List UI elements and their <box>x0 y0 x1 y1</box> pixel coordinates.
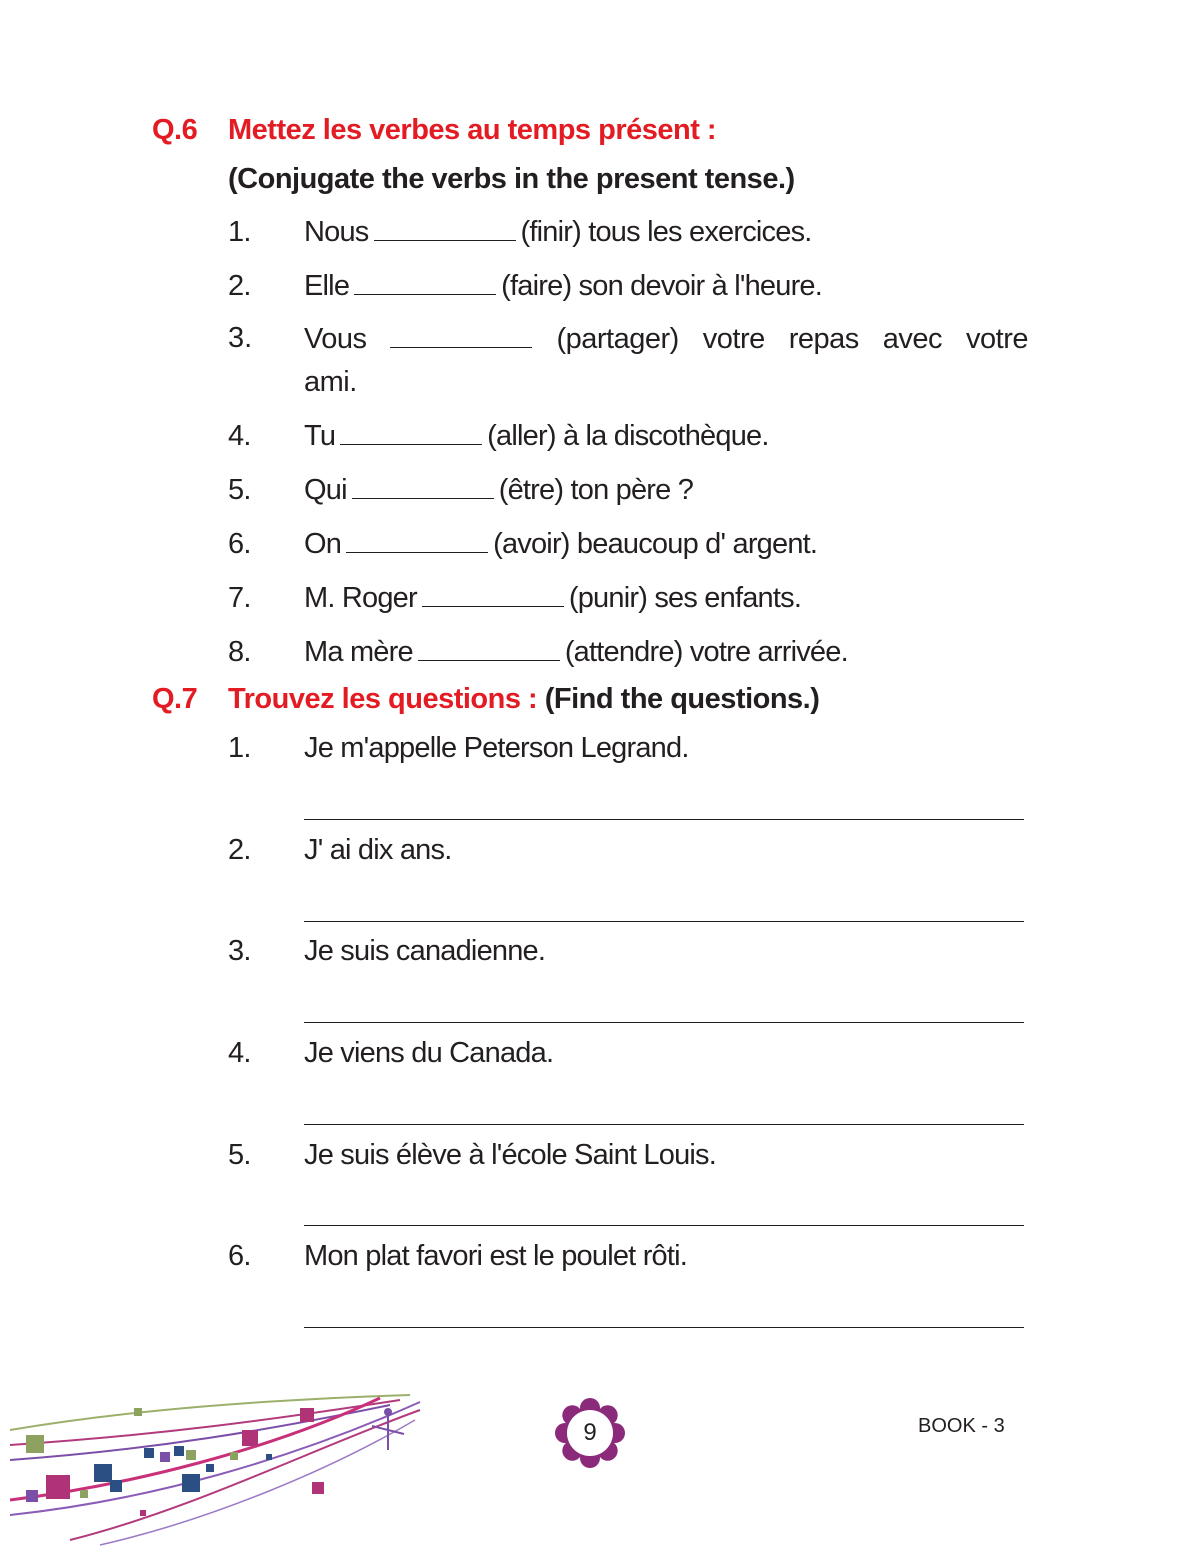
q6-item-rest: (aller) à la discothèque. <box>487 420 769 452</box>
q7-item-2 <box>228 832 451 868</box>
deco-square <box>26 1490 38 1502</box>
answer-blank[interactable] <box>352 476 494 499</box>
q7-item-text: Je m'appelle Peterson Legrand. <box>304 732 689 764</box>
page-number: 9 <box>583 1419 597 1446</box>
q7-item-text: Mon plat favori est le poulet rôti. <box>304 1240 688 1272</box>
q6-item-subject: M. Roger <box>304 582 417 614</box>
answer-blank[interactable] <box>418 638 560 661</box>
q6-number: Q.6 <box>152 114 198 146</box>
q6-item-3-continuation: ami. <box>304 366 357 398</box>
q6-item-subject: Tu <box>304 420 336 452</box>
q6-item-number: 3. <box>228 322 253 354</box>
q6-item-rest: (finir) tous les exercices. <box>520 216 812 248</box>
q6-item-subject: Nous <box>304 216 369 248</box>
q6-item-5 <box>228 472 693 508</box>
q6-item-number: 1. <box>228 216 251 248</box>
q6-item-6 <box>228 526 817 562</box>
answer-blank[interactable] <box>346 530 488 553</box>
q6-item-number: 4. <box>228 420 251 452</box>
answer-line[interactable] <box>304 921 1024 922</box>
q6-item-subject: Vous <box>304 323 367 355</box>
decorative-ribbon-graphic <box>10 1390 430 1550</box>
q7-heading <box>152 683 819 716</box>
deco-square <box>26 1435 44 1453</box>
q6-item-number: 5. <box>228 474 251 506</box>
q7-item-number: 6. <box>228 1240 251 1272</box>
q6-item-number: 7. <box>228 582 251 614</box>
q6-item-rest: (être) ton père ? <box>498 474 694 506</box>
q7-item-5 <box>228 1137 716 1173</box>
q6-item-7 <box>228 580 801 616</box>
q7-item-number: 4. <box>228 1037 251 1069</box>
deco-square <box>206 1464 214 1472</box>
deco-square <box>242 1430 258 1446</box>
q6-item-rest: (partager) votre repas avec votre <box>556 323 1028 355</box>
answer-blank[interactable] <box>374 218 516 241</box>
q7-item-1 <box>228 730 689 766</box>
answer-blank[interactable] <box>354 272 496 295</box>
deco-square <box>94 1464 112 1482</box>
q6-item-2 <box>228 268 822 304</box>
answer-blank[interactable] <box>340 422 482 445</box>
q7-item-4 <box>228 1035 553 1071</box>
deco-square <box>182 1474 200 1492</box>
deco-square <box>230 1452 238 1460</box>
deco-square <box>140 1510 146 1516</box>
q6-item-8 <box>228 634 848 670</box>
answer-line[interactable] <box>304 819 1024 820</box>
deco-square <box>186 1450 196 1460</box>
q6-item-rest: (avoir) beaucoup d' argent. <box>493 528 818 560</box>
q6-item-rest: (faire) son devoir à l'heure. <box>501 270 823 302</box>
answer-blank[interactable] <box>390 325 532 348</box>
answer-line[interactable] <box>304 1022 1024 1023</box>
q6-item-rest: (attendre) votre arrivée. <box>564 636 848 668</box>
q6-item-1 <box>228 214 812 250</box>
q6-item-subject: Ma mère <box>304 636 413 668</box>
page-number-badge <box>555 1398 625 1468</box>
q6-title-fr: Mettez les verbes au temps présent : <box>228 114 717 146</box>
q6-item-3 <box>304 318 1028 360</box>
q7-item-number: 1. <box>228 732 251 764</box>
q7-number: Q.7 <box>152 683 198 715</box>
deco-square <box>144 1448 154 1458</box>
answer-line[interactable] <box>304 1225 1024 1226</box>
q7-item-number: 3. <box>228 935 251 967</box>
q6-item-4 <box>228 418 769 454</box>
answer-blank[interactable] <box>422 584 564 607</box>
q7-item-text: J' ai dix ans. <box>304 834 452 866</box>
deco-square <box>300 1408 314 1422</box>
q7-item-number: 2. <box>228 834 251 866</box>
q6-item-subject: Qui <box>304 474 347 506</box>
q7-title-fr: Trouvez les questions : <box>228 683 538 715</box>
q6-item-number: 6. <box>228 528 251 560</box>
deco-square <box>110 1480 122 1492</box>
deco-square <box>46 1475 70 1499</box>
q7-item-text: Je viens du Canada. <box>304 1037 554 1069</box>
q7-title-en: (Find the questions.) <box>544 683 820 715</box>
q7-item-6 <box>228 1238 687 1274</box>
q6-item-subject: On <box>304 528 342 560</box>
q6-title-en: (Conjugate the verbs in the present tense.) <box>228 163 795 195</box>
answer-line[interactable] <box>304 1327 1024 1328</box>
q6-item-number: 2. <box>228 270 251 302</box>
deco-square <box>266 1454 272 1460</box>
deco-square <box>312 1482 324 1494</box>
deco-square <box>160 1452 170 1462</box>
q6-item-subject: Elle <box>304 270 350 302</box>
q7-item-3 <box>228 933 545 969</box>
q6-item-number: 8. <box>228 636 251 668</box>
q7-item-text: Je suis élève à l'école Saint Louis. <box>304 1139 716 1171</box>
deco-square <box>80 1490 88 1498</box>
deco-square <box>134 1408 142 1416</box>
deco-square <box>174 1446 184 1456</box>
answer-line[interactable] <box>304 1124 1024 1125</box>
q6-heading <box>152 114 716 147</box>
q7-item-number: 5. <box>228 1139 251 1171</box>
book-label: BOOK - 3 <box>918 1415 1005 1437</box>
q6-item-rest: (punir) ses enfants. <box>568 582 802 614</box>
q7-item-text: Je suis canadienne. <box>304 935 546 967</box>
